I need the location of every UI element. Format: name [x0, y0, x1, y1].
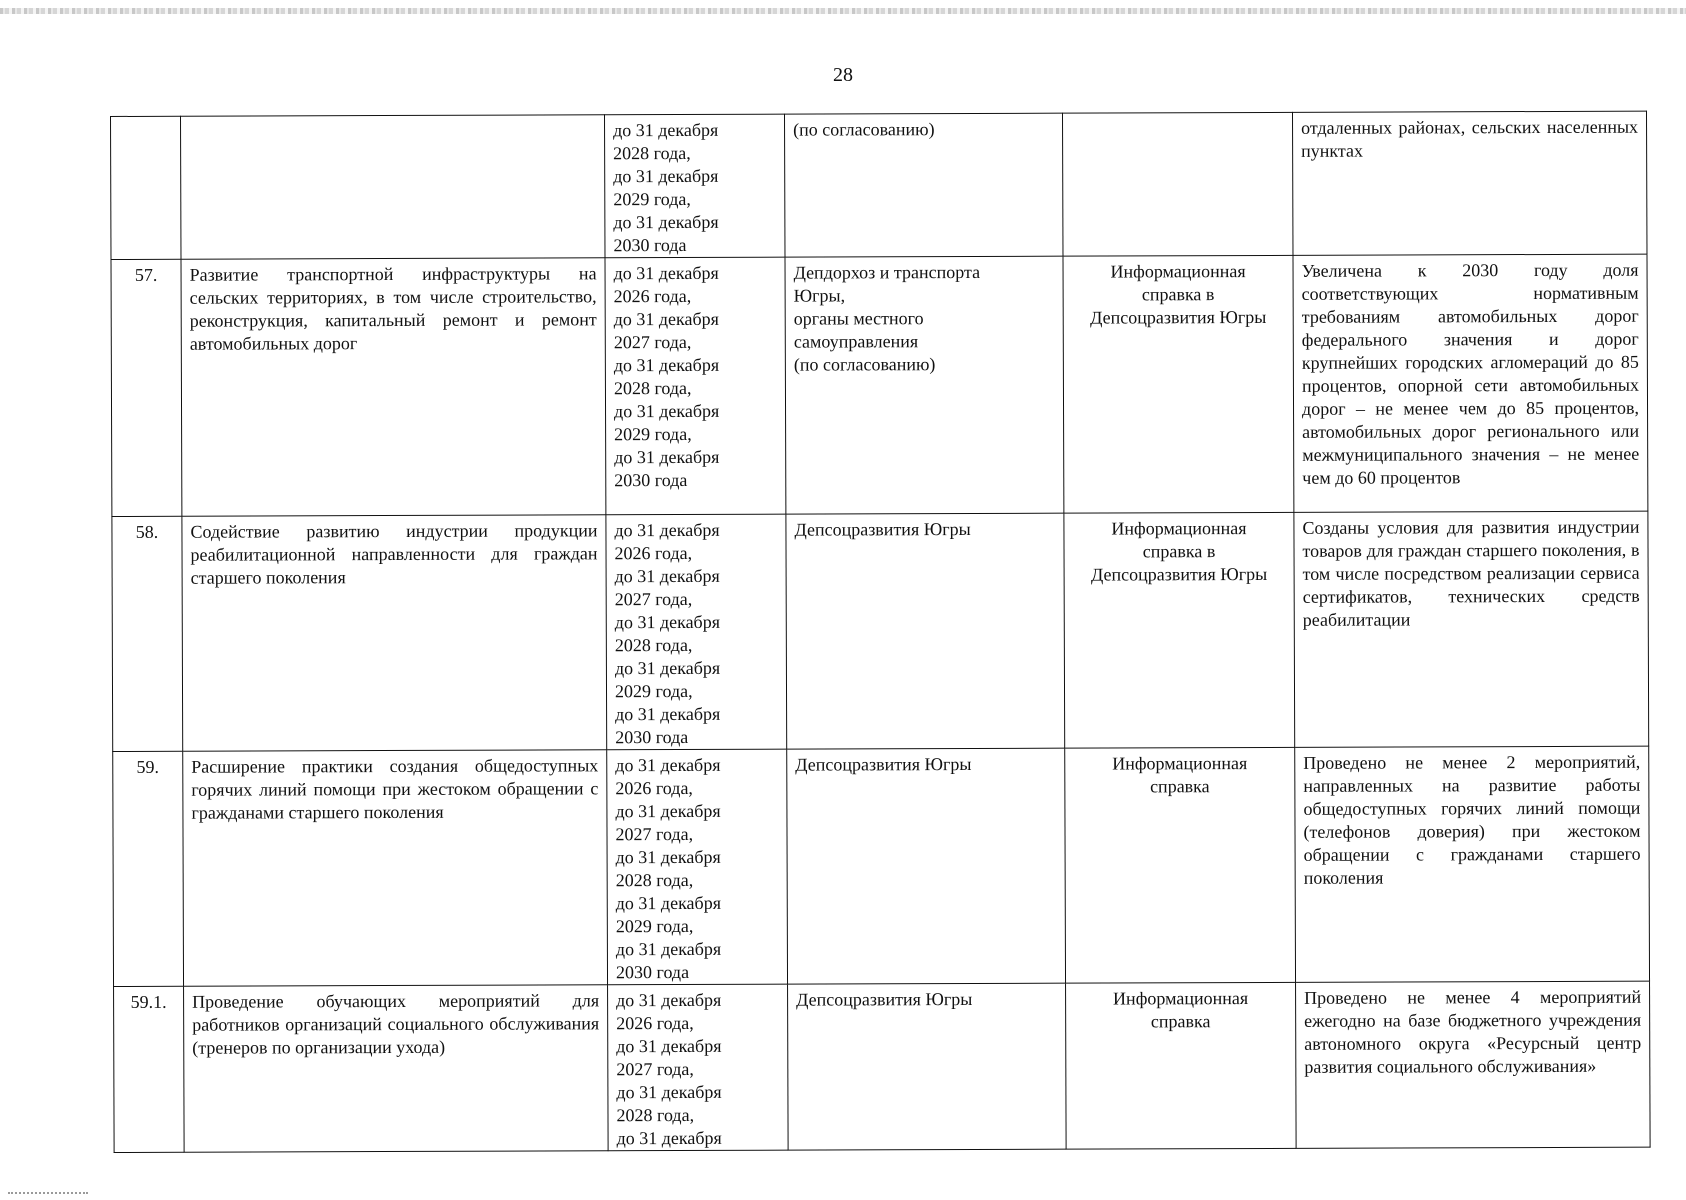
result-cell: Проведено не менее 2 мероприятий, направленных на развитие работы общедоступных горячих линий помощи (телефонов доверия) при жестоком обращении с гражданами старшего поколения: [1295, 746, 1650, 982]
table-row: [112, 511, 1649, 751]
table-row: [111, 254, 1648, 516]
table-row: [111, 111, 1647, 259]
row-number-cell: 59.1.: [114, 986, 185, 1152]
responsible-cell: (по согласованию): [784, 113, 1062, 257]
row-number-cell: 58.: [112, 516, 183, 751]
document-type-cell: Информационная справка: [1066, 982, 1297, 1149]
responsible-cell: Депсоцразвития Югры: [786, 513, 1065, 749]
row-number-cell: [111, 116, 181, 259]
row-number-cell: 59.: [113, 751, 184, 986]
document-type-cell: Информационная справка в Депсоцразвития Югры: [1064, 512, 1295, 748]
page-number: 28: [833, 64, 853, 86]
responsible-cell: Депсоцразвития Югры: [788, 983, 1067, 1150]
measure-name-cell: Содействие развитию индустрии продукции реабилитационной направленности для граждан старшего поколения: [182, 515, 607, 751]
scan-artifact: [8, 1190, 88, 1194]
measure-name-cell: Проведение обучающих мероприятий для работников организаций социального обслуживания (тренеров по организации ухода): [184, 985, 609, 1152]
deadline-cell: до 31 декабря 2028 года, до 31 декабря 2029 года, до 31 декабря 2030 года: [604, 114, 784, 258]
measure-name-cell: Развитие транспортной инфраструктуры на сельских территориях, в том числе строительство, реконструкция, капитальный ремонт и ремонт автомобильных дорог: [181, 258, 606, 516]
deadline-cell: до 31 декабря 2026 года, до 31 декабря 2027 года, до 31 декабря 2028 года, до 31 декабря 2029 года, до 31 декабря 2030 года: [606, 514, 787, 750]
scan-edge: [0, 8, 1686, 14]
deadline-cell: до 31 декабря 2026 года, до 31 декабря 2027 года, до 31 декабря 2028 года, до 31 декабря: [608, 984, 789, 1151]
table-row: [114, 981, 1651, 1152]
document-type-cell: Информационная справка: [1065, 747, 1296, 983]
deadline-cell: до 31 декабря 2026 года, до 31 декабря 2027 года, до 31 декабря 2028 года, до 31 декабря 2029 года, до 31 декабря 2030 года: [605, 257, 786, 515]
measure-name-cell: Расширение практики создания общедоступных горячих линий помощи при жестоком обращении с гражданами старшего поколения: [183, 750, 608, 986]
plan-table: [110, 111, 1651, 1153]
responsible-cell: Депдорхоз и транспорта Югры, органы местного самоуправления (по согласованию): [785, 256, 1064, 514]
responsible-cell: Депсоцразвития Югры: [787, 748, 1066, 984]
measure-name-cell: [181, 115, 605, 259]
result-cell: Проведено не менее 4 мероприятий ежегодно на базе бюджетного учреждения автономного округа «Ресурсный центр развития социального обслуживания»: [1296, 981, 1651, 1148]
document-type-cell: [1062, 112, 1292, 256]
deadline-cell: до 31 декабря 2026 года, до 31 декабря 2027 года, до 31 декабря 2028 года, до 31 декабря 2029 года, до 31 декабря 2030 года: [607, 749, 788, 985]
table-row: [113, 746, 1650, 986]
document-type-cell: Информационная справка в Депсоцразвития Югры: [1063, 255, 1294, 513]
result-cell: отдаленных районах, сельских населенных пунктах: [1292, 111, 1646, 255]
result-cell: Увеличена к 2030 году доля соответствующих нормативным требованиям автомобильных дорог федерального значения и дорог крупнейших городских агломераций до 85 процентов, опорной сети автомобильных дорог – не менее чем до 85 процентов, автомобильных дорог регионального или межмуниципального значения – не менее чем до 60 процентов: [1293, 254, 1648, 512]
result-cell: Созданы условия для развития индустрии товаров для граждан старшего поколения, в том числе посредством реализации сервиса сертификатов, технических средств реабилитации: [1294, 511, 1649, 747]
row-number-cell: 57.: [111, 259, 182, 516]
